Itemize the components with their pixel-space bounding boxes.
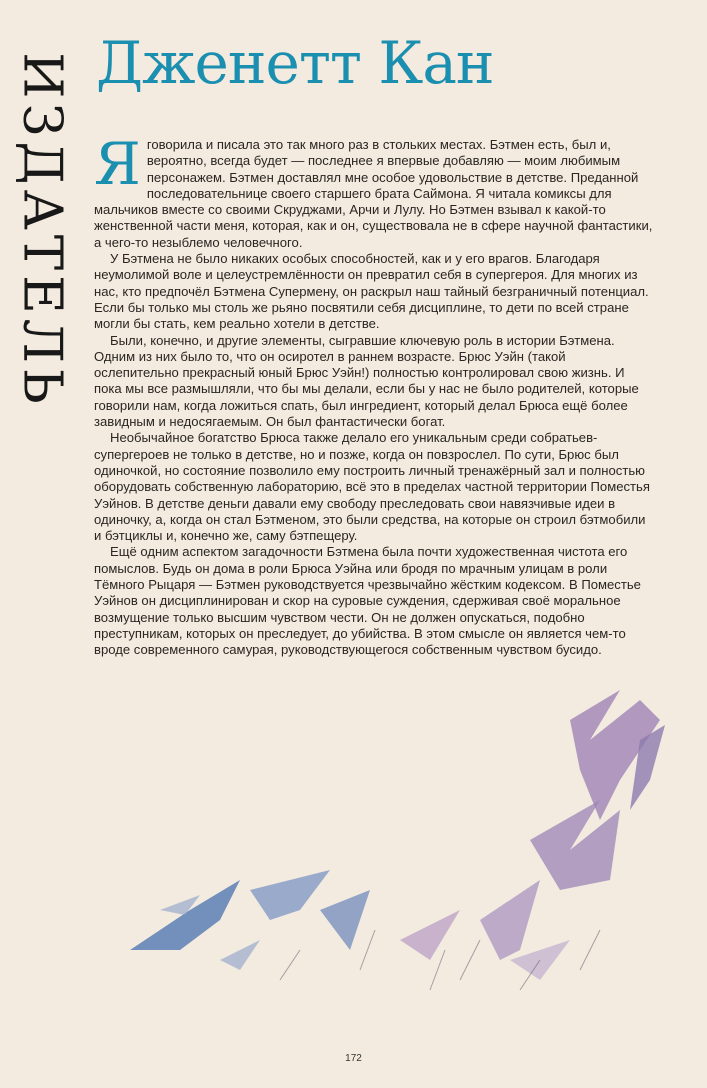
paragraph-1	[94, 130, 654, 251]
paragraph-5: Ещё одним аспектом загадочности Бэтмена была почти художественная чистота его помыслов. Будь он дома в роли Брюса Уэйна или бродя по мрачным улицам в роли Тёмного Рыцаря — Бэтмен руководствуется чрезвычайно жёстким кодексом. В Поместье Уэйнов он дисциплинирован и скор на суровые суждения, сдерживая своё моральное возмущение только высшим чувством чести. Он не должен опускаться, подобно преступникам, которых он преследует, до убийства. В этом смысле он является чем-то вроде современного самурая, руководствующегося собственным чувством бусидо.	[94, 544, 641, 658]
page-number: 172	[345, 1053, 362, 1064]
bat-illustration	[100, 660, 700, 1020]
paragraph-4: Необычайное богатство Брюса также делало его уникальным среди собратьев-супергероев не только в детстве, но и позже, когда он повзрослел. По сути, Брюс был одиночкой, но состояние позволило ему построить личный тренажёрный зал и полностью оборудовать собственную лабораторию, всё это в пределах частной территории Поместья Уэйнов. В детстве деньги давали ему свободу преследовать свои навязчивые идеи в одиночку, а, когда он стал Бэтменом, это были средства, на которые он строил бэтмобили и бэтциклы и, конечно же, саму бэтпещеру.	[94, 430, 650, 544]
drop-cap: Я	[94, 130, 141, 198]
author-title: Дженетт Кан	[96, 29, 494, 97]
article-body	[94, 130, 654, 659]
bat-wing-blue-shapes	[130, 870, 370, 970]
bat-wing-purple-shapes	[400, 690, 665, 980]
section-label	[11, 40, 73, 420]
paragraph-1-text: говорила и писала это так много раз в стольких местах. Бэтмен есть, был и, вероятно, всегда будет — последнее я впервые добавляю — моим любимым персонажем. Бэтмен доставлял мне особое удовольствие в детстве. Преданной последовательнице своего старшего брата Саймона. Я читала комиксы для мальчиков вместе со своими Скруджами, Арчи и Лулу. Но Бэтмен взывал к какой-то женственной части меня, которая, как и он, существовала не в сфере научной фантастики, а чего-то незыблемо человечного.	[94, 137, 653, 250]
section-label-text: ИЗДАТЕЛЬ	[11, 51, 73, 409]
paragraph-3: Были, конечно, и другие элементы, сыгравшие ключевую роль в истории Бэтмена. Одним из них было то, что он осиротел в раннем возрасте. Брюс Уэйн (такой ослепительно прекрасный юный Брюс Уэйн!) полностью контролировал свою жизнь. И пока мы все размышляли, что бы мы делали, если бы у нас не было родителей, которые говорили нам, когда ложиться спать, был ингредиент, который делал Брюса ещё более завидным и недосягаемым. Он был фантастически богат.	[94, 332, 639, 430]
paragraph-2: У Бэтмена не было никаких особых способностей, как и у его врагов. Благодаря неумолимой воле и целеустремлённости он превратил себя в супергероя. Для многих из нас, кто предпочёл Бэтмена Супермену, он раскрыл наш тайный безграничный потенциал. Если бы только мы столь же рьяно посвятили себя дисциплине, то дети по всей стране могли бы стать, кем реально хотели в детстве.	[94, 251, 649, 332]
